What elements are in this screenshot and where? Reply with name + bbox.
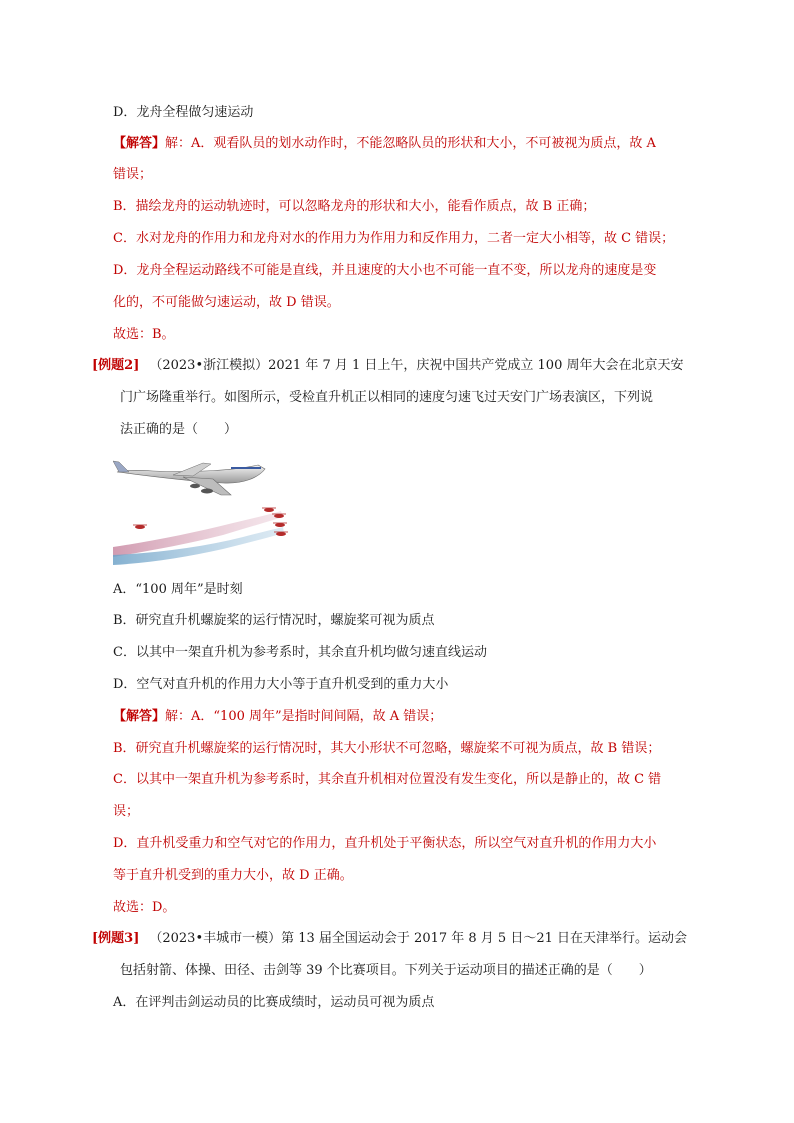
stem-line: 包括射箭、体操、田径、击剑等 39 个比赛项目。下列关于运动项目的描述正确的是（ ） [120, 963, 652, 978]
answer-line: D．龙舟全程运动路线不可能是直线，并且速度的大小也不可能一直不变，所以龙舟的速度是变 [113, 263, 657, 278]
q2-option-d: D．空气对直升机的作用力大小等于直升机受到的重力大小 [113, 677, 449, 692]
stem-line: （2023•浙江模拟）2021 年 7 月 1 日上午，庆祝中国共产党成立 100 周年大会在北京天安 [149, 358, 684, 373]
answer-line: 解：A．观看队员的划水动作时，不能忽略队员的形状和大小，不可被视为质点，故 A [165, 136, 656, 151]
answer-line: 错误； [113, 167, 153, 182]
answer-line: 误； [113, 804, 140, 819]
q1-option-d: D．龙舟全程做匀速运动 [113, 105, 254, 120]
q2-stem [92, 358, 683, 374]
stem-line: （2023•丰城市一模）第 13 届全国运动会于 2017 年 8 月 5 日～21 日在天津举行。运动会 [149, 931, 688, 946]
q1-answer [113, 136, 656, 152]
q3-option-a: A．在评判击剑运动员的比赛成绩时，运动员可视为质点 [113, 995, 435, 1010]
answer-line: D．直升机受重力和空气对它的作用力，直升机处于平衡状态，所以空气对直升机的作用力大小 [113, 836, 657, 851]
answer-line: C．以其中一架直升机为参考系时，其余直升机相对位置没有发生变化，所以是静止的，故 C 错 [113, 772, 662, 787]
answer-choice: 故选：B。 [113, 327, 175, 342]
q3-stem [92, 931, 687, 947]
q2-option-a: A．“100 周年”是时刻 [113, 582, 243, 597]
example-label: [例题3] [92, 931, 140, 946]
answer-line: 解：A．“100 周年”是指时间间隔，故 A 错误； [165, 709, 443, 724]
q2-option-c: C．以其中一架直升机为参考系时，其余直升机均做匀速直线运动 [113, 645, 487, 660]
stem-line: 法正确的是（ ） [120, 422, 238, 437]
answer-line: B．研究直升机螺旋桨的运行情况时，其大小形状不可忽略，螺旋桨不可视为质点，故 B 错误； [113, 741, 661, 756]
airliner-and-helicopters-photo [113, 455, 303, 567]
answer-line: B．描绘龙舟的运动轨迹时，可以忽略龙舟的形状和大小，能看作质点，故 B 正确； [113, 199, 596, 214]
answer-label: 【解答】 [113, 136, 166, 151]
answer-label: 【解答】 [113, 709, 166, 724]
answer-line: 化的，不可能做匀速运动，故 D 错误。 [113, 295, 340, 310]
q2-option-b: B．研究直升机螺旋桨的运行情况时，螺旋桨可视为质点 [113, 613, 435, 628]
answer-line: C．水对龙舟的作用力和龙舟对水的作用力为作用力和反作用力，二者一定大小相等，故 C 错误； [113, 231, 675, 246]
stem-line: 门广场隆重举行。如图所示，受检直升机正以相同的速度匀速飞过天安门广场表演区，下列说 [120, 390, 654, 405]
example-label: [例题2] [92, 358, 140, 373]
answer-choice: 故选：D。 [113, 900, 176, 915]
answer-line: 等于直升机受到的重力大小，故 D 正确。 [113, 868, 353, 883]
q2-answer [113, 709, 442, 725]
